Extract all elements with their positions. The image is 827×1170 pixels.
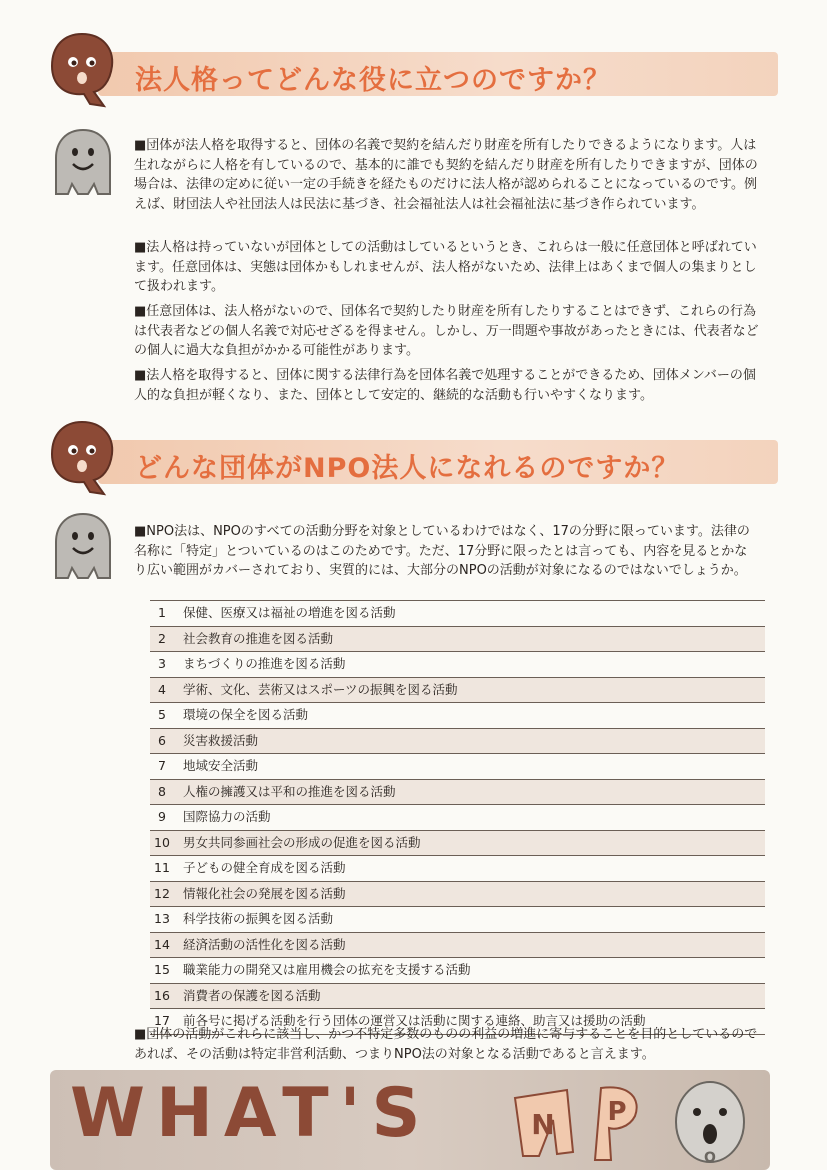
activity-field-label: 経済活動の活性化を図る活動 (183, 936, 346, 952)
activity-field-label: 環境の保全を図る活動 (183, 707, 309, 722)
section1-paragraph: ■任意団体は、法人格がないので、団体名で契約したり財産を所有したりすることはできず、これらの行為は代表者などの個人名義で対応せざるを得ません。しかし、万一問題や事故があったときには、代表者などの個人に過大な負担がかかる可能性があります。 (134, 304, 759, 358)
q-mascot-icon (46, 30, 118, 110)
a-mascot-icon (52, 512, 114, 584)
footer-wordmark: WHAT'S (70, 1074, 432, 1153)
npo-mascots-icon (505, 1076, 765, 1168)
activity-field-number: 5 (158, 707, 166, 722)
activity-field-row (150, 703, 765, 729)
activity-field-number: 1 (158, 605, 166, 620)
npo-letter-o: O (704, 1150, 716, 1166)
section1-title: 法人格ってどんな役に立つのですか？ (135, 65, 611, 96)
q-mascot-icon (46, 418, 118, 498)
activity-field-number: 16 (154, 987, 170, 1003)
activity-field-row (150, 627, 765, 653)
activity-field-label: 前各号に掲げる活動を行う団体の運営又は活動に関する連絡、助言又は援助の活動 (183, 1013, 646, 1028)
activity-field-row (150, 780, 765, 806)
activity-field-label: 人権の擁護又は平和の推進を図る活動 (183, 783, 396, 799)
activity-field-label: 国際協力の活動 (183, 809, 271, 824)
activity-field-row (150, 958, 765, 984)
activity-field-label: 社会教育の推進を図る活動 (183, 630, 334, 646)
activity-field-label: 男女共同参画社会の形成の促進を図る活動 (183, 834, 421, 850)
activity-field-row (150, 933, 765, 959)
activity-field-label: まちづくりの推進を図る活動 (183, 656, 346, 671)
activity-field-number: 10 (154, 834, 170, 850)
section1-paragraph: ■法人格を取得すると、団体に関する法律行為を団体名義で処理することができるため、団体メンバーの個人的な負担が軽くなり、また、団体として安定的、継続的な活動も行いやすくなります。 (134, 368, 756, 403)
activity-field-label: 保健、医療又は福祉の増進を図る活動 (183, 605, 396, 620)
activity-field-label: 地域安全活動 (183, 758, 259, 773)
activity-field-label: 科学技術の振興を図る活動 (183, 911, 334, 926)
activity-field-row (150, 984, 765, 1010)
activity-field-label: 子どもの健全育成を図る活動 (183, 860, 346, 875)
activity-field-number: 14 (154, 936, 170, 952)
activity-field-number: 11 (154, 860, 170, 875)
activity-field-number: 15 (154, 962, 170, 977)
activity-field-number: 8 (158, 783, 166, 799)
npo-letter-p: P (607, 1097, 627, 1127)
activity-field-number: 4 (158, 681, 166, 697)
activity-field-label: 消費者の保護を図る活動 (183, 987, 321, 1003)
activity-field-number: 2 (158, 630, 166, 646)
section2-title: どんな団体がNPO法人になれるのですか？ (135, 453, 680, 484)
activity-field-number: 12 (154, 885, 170, 901)
activity-field-row (150, 907, 765, 933)
activity-field-row (150, 856, 765, 882)
activity-field-number: 6 (158, 732, 166, 748)
activity-field-row (150, 729, 765, 755)
npo-letter-n: N (531, 1108, 555, 1141)
activity-field-number: 9 (158, 809, 166, 824)
section1-paragraph: ■法人格は持っていないが団体としての活動はしているというとき、これらは一般に任意団体と呼ばれています。任意団体は、実態は団体かもしれませんが、法人格がないため、法律上はあくまで個人の集まりとして扱われます。 (134, 240, 757, 294)
activity-field-row (150, 601, 765, 627)
section2-conclusion: ■団体の活動がこれらに該当し、かつ不特定多数のものの利益の増進に寄与することを目的としているのであれば、その活動は特定非営利活動、つまりNPO法の対象となる活動であると言えます。 (134, 1027, 758, 1062)
section1-paragraph: ■団体が法人格を取得すると、団体の名義で契約を結んだり財産を所有したりできるようになります。人は生れながらに人格を有しているので、基本的に誰でも契約を結んだり財産を所有したりできますが、団体の場合は、法律の定めに従い一定の手続きを経たものだけに法人格が認められることになっているのです。例えば、財団法人や社団法人は民法に基づき、社会福祉法人は社会福祉法に基づき作られています。 (134, 138, 758, 212)
activity-field-row (150, 754, 765, 780)
activity-field-number: 17 (154, 1013, 170, 1028)
activity-field-row (150, 652, 765, 678)
section2-intro: ■NPO法は、NPOのすべての活動分野を対象としているわけではなく、17の分野に限っています。法律の名称に「特定」とついているのはこのためです。ただ、17分野に限ったとは言っても、内容を見るとかなり広い範囲がカバーされており、実質的には、大部分のNPOの活動が対象になるのではないでしょうか。 (134, 524, 750, 578)
a-mascot-icon (52, 128, 114, 200)
activity-field-label: 職業能力の開発又は雇用機会の拡充を支援する活動 (183, 962, 471, 977)
activity-field-label: 情報化社会の発展を図る活動 (183, 885, 346, 901)
activity-field-row (150, 678, 765, 704)
activity-fields-table (150, 600, 765, 1035)
activity-field-number: 7 (158, 758, 166, 773)
activity-field-number: 13 (154, 911, 170, 926)
activity-field-row (150, 831, 765, 857)
activity-field-label: 災害救援活動 (183, 732, 259, 748)
footer-band (50, 1070, 770, 1170)
activity-field-row (150, 882, 765, 908)
activity-field-label: 学術、文化、芸術又はスポーツの振興を図る活動 (183, 681, 458, 697)
activity-field-number: 3 (158, 656, 166, 671)
activity-field-row (150, 805, 765, 831)
